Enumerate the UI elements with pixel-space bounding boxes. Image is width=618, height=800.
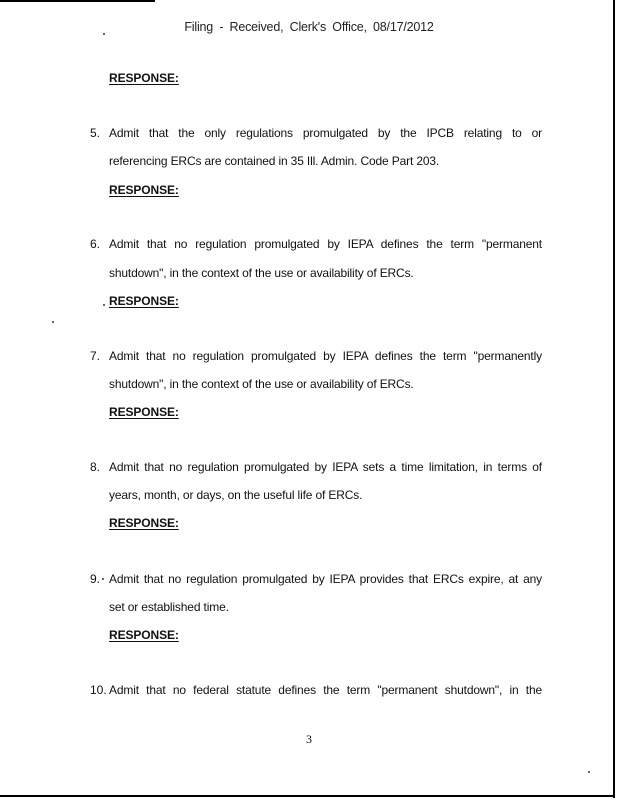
item-9-line-1: Admit that no regulation promulgated by IEPA provides that ERCs expire, at any [109, 572, 542, 586]
scan-speck [103, 304, 105, 306]
filing-header: Filing - Received, Clerk's Office, 08/17/2012 [184, 20, 434, 34]
item-number-6: 6. [90, 237, 101, 251]
item-10-line-1: Admit that no federal statute defines the term "permanent shutdown", in the [109, 683, 542, 697]
item-9-line-2: set or established time. [109, 600, 229, 614]
item-7-line-1: Admit that no regulation promulgated by IEPA defines the term "permanently [109, 349, 542, 363]
item-6-line-1: Admit that no regulation promulgated by IEPA defines the term "permanent [109, 237, 542, 251]
response-label: RESPONSE: [109, 516, 179, 530]
item-8-line-1: Admit that no regulation promulgated by IEPA sets a time limitation, in terms of [109, 460, 542, 474]
item-number-8: 8. [90, 460, 101, 474]
item-6-line-2: shutdown", in the context of the use or availability of ERCs. [109, 266, 414, 280]
scan-speck [52, 321, 54, 323]
page-number: 3 [306, 732, 312, 746]
scan-border-top [0, 0, 155, 2]
item-number-5: 5. [90, 126, 101, 140]
item-number-10: 10. [90, 683, 107, 697]
response-label: RESPONSE: [109, 183, 179, 197]
item-5-line-2: referencing ERCs are contained in 35 Ill. Admin. Code Part 203. [109, 154, 440, 168]
item-7-line-2: shutdown", in the context of the use or availability of ERCs. [109, 377, 414, 391]
item-number-9: 9. [90, 572, 101, 586]
scan-border-bottom [0, 795, 615, 797]
scan-speck [102, 578, 104, 580]
scan-speck [588, 771, 590, 773]
item-8-line-2: years, month, or days, on the useful life of ERCs. [109, 488, 363, 502]
scan-border-right [613, 0, 615, 798]
response-label: RESPONSE: [109, 405, 179, 419]
response-label: RESPONSE: [109, 71, 179, 85]
response-label: RESPONSE: [109, 294, 179, 308]
item-5-line-1: Admit that the only regulations promulgated by the IPCB relating to or [109, 126, 542, 140]
item-number-7: 7. [90, 349, 101, 363]
response-label: RESPONSE: [109, 628, 179, 642]
